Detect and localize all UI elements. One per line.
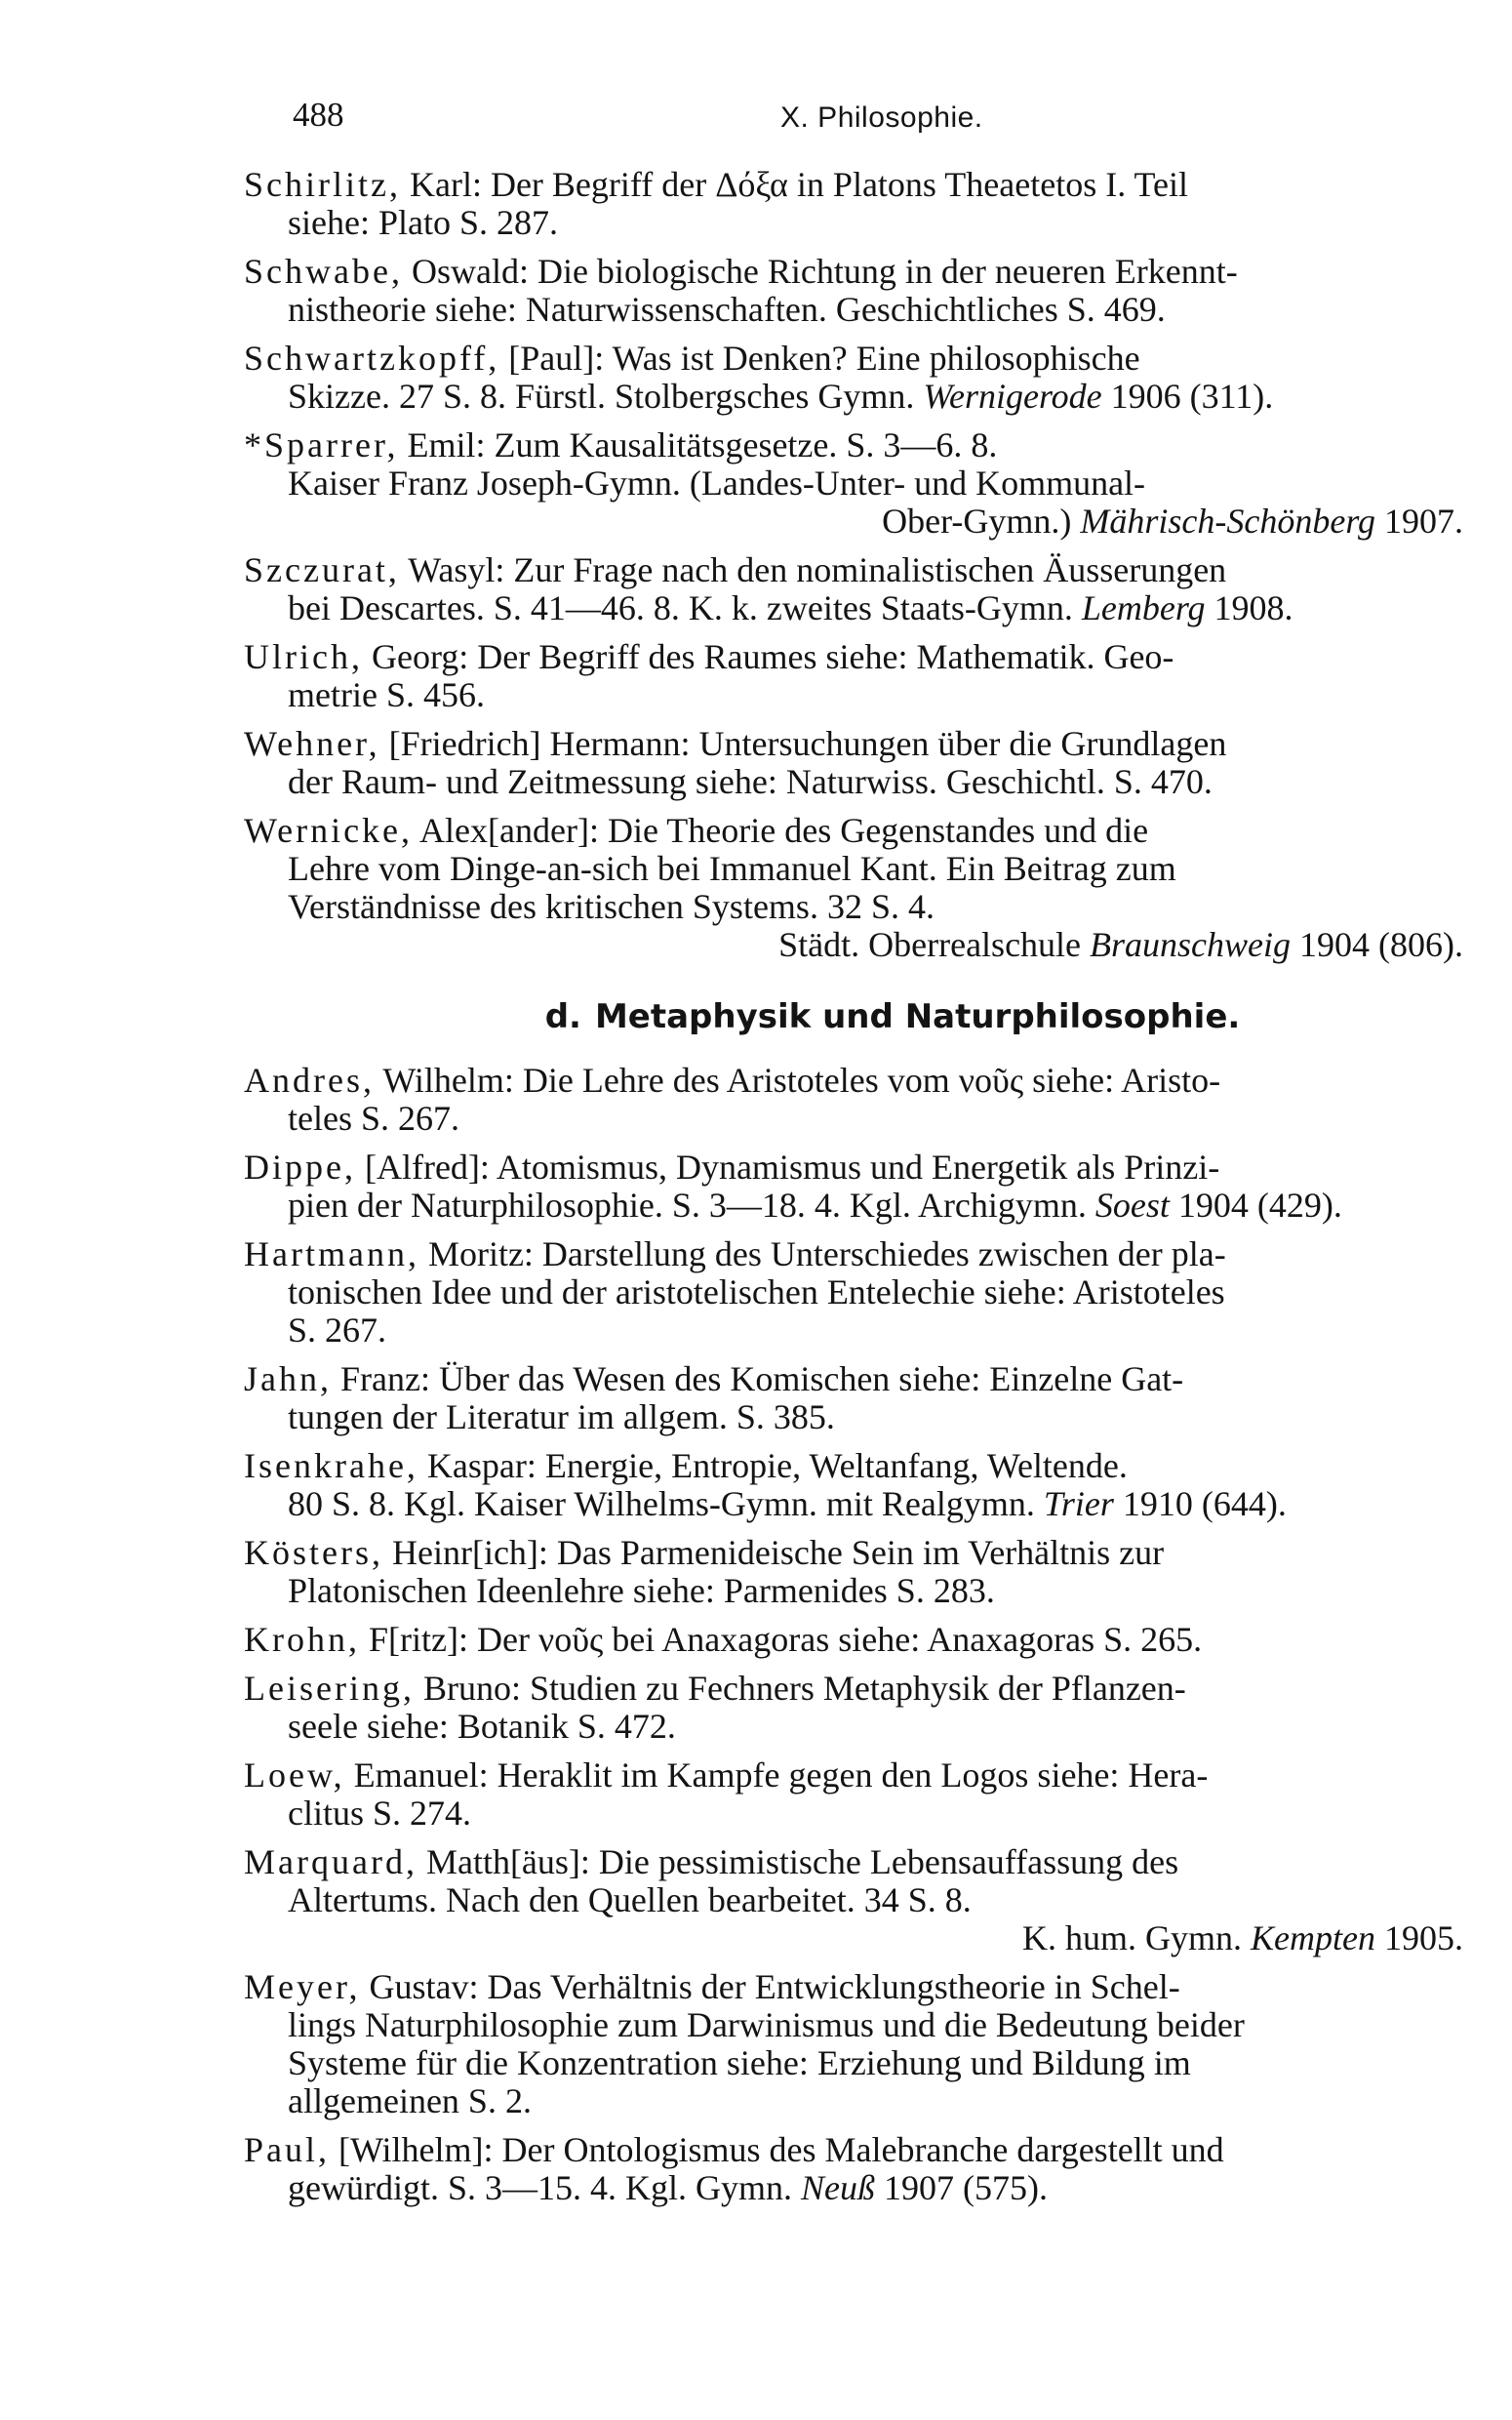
entry-line <box>244 2131 1463 2169</box>
entry-text: Moritz: Darstellung des Unterschiedes zwischen der pla- <box>418 1234 1226 1273</box>
entry-text: 1910 (644). <box>1113 1484 1287 1523</box>
entry-text: tungen der Literatur im allgem. S. 385. <box>288 1397 835 1436</box>
entry-text: nistheorie siehe: Naturwissenschaften. Geschichtliches S. 469. <box>288 290 1166 329</box>
entry-text: [Alfred]: Atomismus, Dynamismus und Energetik als Prinzi- <box>355 1148 1220 1187</box>
author-name: Loew, <box>244 1755 345 1795</box>
entry-text: Systeme für die Konzentration siehe: Erziehung und Bildung im <box>288 2043 1191 2082</box>
entry-line <box>244 1621 1463 1659</box>
author-name: Schirlitz, <box>244 165 401 204</box>
author-name: *Sparrer, <box>244 425 399 464</box>
entry-line <box>244 1534 1463 1572</box>
entry-text: Oswald: Die biologische Richtung in der neueren Erkennt- <box>402 252 1238 291</box>
entry-text: teles S. 267. <box>288 1099 459 1138</box>
entry-text: F[ritz]: Der νοῦς bei Anaxagoras siehe: Anaxagoras S. 265. <box>360 1620 1203 1659</box>
entry-text: Matth[äus]: Die pessimistische Lebensauffassung des <box>417 1842 1179 1881</box>
entry-line <box>244 2082 1463 2120</box>
place-name: Mährisch-Schönberg <box>1080 502 1375 541</box>
entry-text: Alex[ander]: Die Theorie des Gegenstandes und die <box>413 811 1149 850</box>
bibliography-entry <box>244 1447 1463 1523</box>
section-heading <box>322 997 1463 1036</box>
author-name: Paul, <box>244 2130 331 2169</box>
author-name: Andres, <box>244 1061 375 1100</box>
entry-line <box>244 340 1463 378</box>
entry-line <box>244 888 1463 926</box>
bibliography-entry <box>244 551 1463 627</box>
entry-text: bei Descartes. S. 41—46. 8. K. k. zweites Staats-Gymn. <box>288 588 1082 627</box>
bibliography-entry <box>244 1062 1463 1138</box>
bibliography-entry <box>244 1149 1463 1225</box>
author-name: Wernicke, <box>244 811 414 850</box>
entry-list-section-d <box>244 1062 1463 2207</box>
entry-text: Lehre vom Dinge-an-sich bei Immanuel Kant. Ein Beitrag zum <box>288 849 1176 888</box>
entry-line <box>244 426 1463 464</box>
entry-text: 80 S. 8. Kgl. Kaiser Wilhelms-Gymn. mit Realgymn. <box>288 1484 1044 1523</box>
entry-line <box>244 1881 1463 1919</box>
entry-text: allgemeinen S. 2. <box>288 2081 532 2120</box>
bibliography-entry <box>244 1621 1463 1659</box>
page-header <box>293 96 1385 154</box>
entry-text: seele siehe: Botanik S. 472. <box>288 1707 676 1746</box>
entry-text: Wasyl: Zur Frage nach den nominalistischen Äusserungen <box>399 550 1227 589</box>
entry-text: Skizze. 27 S. 8. Fürstl. Stolbergsches Gymn. <box>288 377 924 416</box>
entry-text: 1904 (429). <box>1169 1186 1342 1225</box>
author-name: Meyer, <box>244 1967 361 2006</box>
entry-text: Altertums. Nach den Quellen bearbeitet. 34 S. 8. <box>288 1880 972 1919</box>
entry-line <box>244 1235 1463 1273</box>
entry-line <box>244 1062 1463 1100</box>
bibliography-entry <box>244 253 1463 329</box>
author-name: Ulrich, <box>244 637 363 676</box>
entry-text: Kaspar: Energie, Entropie, Weltanfang, Weltende. <box>418 1446 1128 1485</box>
entry-text: der Raum- und Zeitmessung siehe: Naturwiss. Geschichtl. S. 470. <box>288 762 1213 801</box>
bibliography-entry <box>244 1534 1463 1610</box>
entry-line <box>244 676 1463 714</box>
entry-text: tonischen Idee und der aristotelischen Entelechie siehe: Aristoteles <box>288 1272 1225 1311</box>
author-name: Isenkrahe, <box>244 1446 418 1485</box>
entry-text: Franz: Über das Wesen des Komischen siehe: Einzelne Gat- <box>332 1359 1184 1398</box>
entry-line <box>244 166 1463 204</box>
bibliography-entry <box>244 1968 1463 2120</box>
entry-line <box>244 926 1463 964</box>
entry-line <box>244 589 1463 627</box>
entry-line <box>244 1756 1463 1795</box>
bibliography-entry <box>244 638 1463 714</box>
bibliography-entry <box>244 426 1463 541</box>
entry-text: Emanuel: Heraklit im Kampfe gegen den Logos siehe: Hera- <box>344 1755 1209 1795</box>
place-name: Kempten <box>1251 1918 1375 1957</box>
author-name: Wehner, <box>244 724 380 763</box>
entry-text: 1907. <box>1375 502 1463 541</box>
running-title: X. Philosophie. <box>780 101 983 134</box>
entry-text: clitus S. 274. <box>288 1794 472 1833</box>
entry-text: 1907 (575). <box>875 2168 1048 2207</box>
entry-line <box>244 503 1463 541</box>
entry-line <box>244 378 1463 416</box>
entry-text: siehe: Plato S. 287. <box>288 203 558 242</box>
entry-line <box>244 850 1463 888</box>
bibliography-entry <box>244 1360 1463 1436</box>
place-name: Trier <box>1043 1484 1114 1523</box>
entry-text: S. 267. <box>288 1311 387 1350</box>
place-name: Lemberg <box>1081 588 1206 627</box>
author-name: Leisering, <box>244 1669 415 1708</box>
entry-line <box>244 1485 1463 1523</box>
entry-line <box>244 1919 1463 1957</box>
entry-line <box>244 1311 1463 1350</box>
entry-text: Georg: Der Begriff des Raumes siehe: Mathematik. Geo- <box>362 637 1174 676</box>
author-name: Szczurat, <box>244 550 400 589</box>
section-letter: d. <box>544 997 581 1036</box>
bibliography-entry <box>244 812 1463 964</box>
bibliography-entry <box>244 1756 1463 1833</box>
entry-text: [Wilhelm]: Der Ontologismus des Malebranche dargestellt und <box>330 2130 1224 2169</box>
entry-line <box>244 1447 1463 1485</box>
entry-line <box>244 725 1463 763</box>
entry-text: Bruno: Studien zu Fechners Metaphysik der Pflanzen- <box>414 1669 1186 1708</box>
bibliography-entry <box>244 340 1463 416</box>
entry-line <box>244 1100 1463 1138</box>
entry-line <box>244 253 1463 291</box>
entry-text: Emil: Zum Kausalitätsgesetze. S. 3—6. 8. <box>398 425 998 464</box>
entry-text: lings Naturphilosophie zum Darwinismus und die Bedeutung beider <box>288 2005 1245 2044</box>
place-name: Neuß <box>801 2168 875 2207</box>
entry-text: Wilhelm: Die Lehre des Aristoteles vom νοῦς siehe: Aristo- <box>374 1061 1221 1100</box>
page-number: 488 <box>293 96 344 134</box>
entry-text: [Friedrich] Hermann: Untersuchungen über die Grundlagen <box>379 724 1227 763</box>
entry-text: gewürdigt. S. 3—15. 4. Kgl. Gymn. <box>288 2168 801 2207</box>
entry-text: Heinr[ich]: Das Parmenideische Sein im Verhältnis zur <box>383 1533 1165 1572</box>
entry-text: K. hum. Gymn. <box>1022 1918 1252 1957</box>
entry-line <box>244 1360 1463 1398</box>
author-name: Schwabe, <box>244 252 403 291</box>
entry-text: metrie S. 456. <box>288 675 485 714</box>
entry-line <box>244 1708 1463 1746</box>
entry-text: Kaiser Franz Joseph-Gymn. (Landes-Unter- und Kommunal- <box>288 464 1146 503</box>
entry-text: 1904 (806). <box>1291 925 1463 964</box>
author-name: Hartmann, <box>244 1234 419 1273</box>
bibliography-content <box>244 166 1463 2218</box>
entry-line <box>244 812 1463 850</box>
entry-line <box>244 204 1463 242</box>
author-name: Kösters, <box>244 1533 383 1572</box>
bibliography-entry <box>244 1670 1463 1746</box>
entry-line <box>244 464 1463 503</box>
entry-line <box>244 1572 1463 1610</box>
author-name: Jahn, <box>244 1359 332 1398</box>
entry-line <box>244 1968 1463 2006</box>
entry-line <box>244 1149 1463 1187</box>
bibliography-entry <box>244 2131 1463 2207</box>
author-name: Marquard, <box>244 1842 418 1881</box>
bibliography-entry <box>244 725 1463 801</box>
entry-list-section-c <box>244 166 1463 964</box>
entry-text: Ober-Gymn.) <box>882 502 1081 541</box>
author-name: Schwartzkopff, <box>244 339 500 378</box>
entry-text: Platonischen Ideenlehre siehe: Parmenides S. 283. <box>288 1571 995 1610</box>
bibliography-entry <box>244 1843 1463 1957</box>
entry-text: [Paul]: Was ist Denken? Eine philosophische <box>499 339 1140 378</box>
bibliography-entry <box>244 1235 1463 1350</box>
entry-text: Verständnisse des kritischen Systems. 32 S. 4. <box>288 887 935 926</box>
place-name: Soest <box>1094 1186 1170 1225</box>
entry-line <box>244 1398 1463 1436</box>
entry-text: 1906 (311). <box>1101 377 1274 416</box>
entry-line <box>244 2044 1463 2082</box>
entry-text: 1905. <box>1375 1918 1463 1957</box>
entry-line <box>244 551 1463 589</box>
entry-text: Karl: Der Begriff der Δόξα in Platons Theaetetos I. Teil <box>400 165 1188 204</box>
bibliography-entry <box>244 166 1463 242</box>
entry-text: pien der Naturphilosophie. S. 3—18. 4. Kgl. Archigymn. <box>288 1186 1095 1225</box>
entry-line <box>244 2006 1463 2044</box>
entry-line <box>244 1843 1463 1881</box>
place-name: Braunschweig <box>1090 925 1292 964</box>
entry-text: Städt. Oberrealschule <box>778 925 1091 964</box>
place-name: Wernigerode <box>923 377 1102 416</box>
entry-line <box>244 638 1463 676</box>
entry-text: 1908. <box>1205 588 1293 627</box>
section-title: Metaphysik und Naturphilosophie. <box>594 997 1241 1036</box>
entry-line <box>244 763 1463 801</box>
entry-line <box>244 1670 1463 1708</box>
entry-line <box>244 1187 1463 1225</box>
author-name: Dippe, <box>244 1148 356 1187</box>
entry-line <box>244 1795 1463 1833</box>
entry-text: Gustav: Das Verhältnis der Entwicklungstheorie in Schel- <box>360 1967 1180 2006</box>
entry-line <box>244 291 1463 329</box>
author-name: Krohn, <box>244 1620 360 1659</box>
entry-line <box>244 1273 1463 1311</box>
entry-line <box>244 2169 1463 2207</box>
